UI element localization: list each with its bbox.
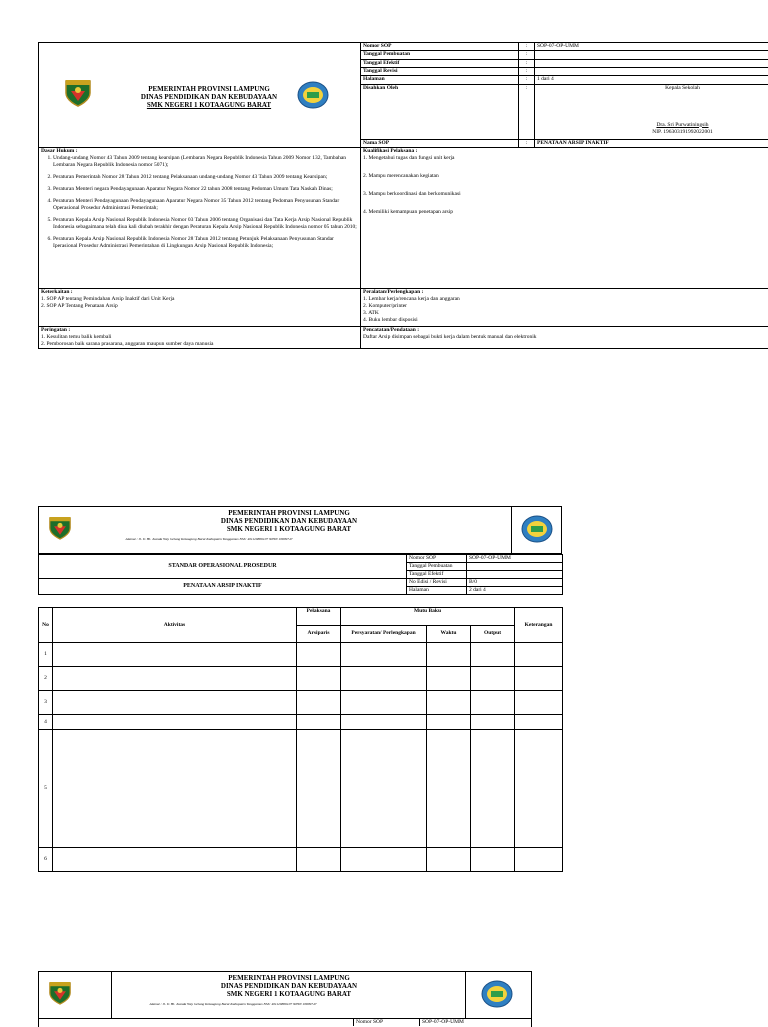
col-arsiparis: Arsiparis	[297, 625, 341, 643]
nama-sop-value: PENATAAN ARSIP INAKTIF	[535, 139, 768, 147]
activity-table	[38, 607, 562, 872]
list-item: 5. Peraturan Kepala Arsip Nasional Republik Indonesia Nomor 03 Tahun 2006 tentang Organisasi dan Tata Kerja Arsip Nasional Republik Indonesia sebagaimana telah diua kali diubah terakhir dengan Peraturan Kepala Arsip Nasional Republik Indonesia nomor 05 tahun 2010;	[53, 217, 358, 231]
kualifikasi-list	[361, 155, 768, 289]
table-row: 6	[39, 848, 563, 872]
peringatan-title: Peringatan :	[39, 327, 361, 335]
header-line-3: SMK NEGERI 1 KOTAAGUNG BARAT	[159, 525, 419, 533]
keterkaitan-list	[39, 296, 361, 327]
lampung-crest-logo	[65, 79, 91, 112]
pencatatan-text: Daftar Arsip disimpan sebagai bukti kerja dalam bentuk manual dan elektronik	[361, 334, 768, 349]
list-item: 2. Mampu merencanakan kegiatan	[363, 173, 768, 180]
list-item: 4. Peraturan Menteri Pendayagunaan Pendayagunaan Aparatur Negara Nomor 35 Tahun 2012 tentang Pedoman Penyusunan Standar Operasional Prosedur Administrasi Pemerintah;	[53, 198, 358, 212]
list-item: 3. Mampu berkoordinasi dan berkomunikasi	[363, 191, 768, 198]
sop-page-1: PEMERINTAH PROVINSI LAMPUNG DINAS PENDIDIKAN DAN KEBUDAYAAN SMK NEGERI 1 KOTAAGUNG BARAT Nomor SOP : SOP-07-OP-UMM Tanggal Pembuatan : Tanggal Efektif : Tanggal Revisi : Halaman : 1 dari 4 Disahkan Oleh : Kepala Sekolah Dra. Sri Purwatiningsih NIP. 196303191992022001 Nama SOP : PENATAAN ARSIP INAKTIF Dasar Hukum : Kualifikasi Pelaksana : 1. Undang-undang Nomor 43 Tahun 2009 tentang kearsipan (Lembaran Negara Republik Indonesia Tahun 2009 Nomor 132, Tambahan Lembaran Negara Republik Indonesia nomor 5071); 2. Peraturan Pemerintah Nomor 28 Tahun 2012 tentang Pelaksanaan undang-undang Nomor 43 Tahun 2009 tentang Kearsipan; 3. Peraturan Menteri negara Pendayagunaan Aparatur Negara Nomor 22 tahun 2008 tentang Pedoman Umum Tata Naskah Dinas; 4. Peraturan Menteri Pendayagunaan Pendayagunaan Aparatur Negara Nomor 35 Tahun 2012 tentang Pedoman Penyusunan Standar Operasional Prosedur Administrasi Pemerintah; 5. Peraturan Kepala Arsip Nasional Republik Indonesia Nomor 03 Tahun 2006 tentang Organisasi dan Tata Kerja Arsip Nasional Republik Indonesia sebagaimana telah diua kali diubah terakhir dengan Peraturan Kepala Arsip Nasional Republik Indonesia nomor 05 tahun 2010; 6. Peraturan Kepala Arsip Nasional Republik Indonesia Nomor 28 Tahun 2012 tentang Petunjuk Pelaksanaan Penyusunan Standar Iperasional Prosedur Administrasi Pemerintahan di Lingkungan Arsip Nasional Republik Indonesia; 1. Mengetahui tugas dan fungsi unit kerja 2. Mampu merencanakan kegiatan 3. Mampu berkoordinasi dan berkomunikasi 4. Memiliki kemampuan penetapan arsip Keterkaitan : Peralatan/Perlengkapan : 1. SOP AP tentang Pemindahan Arsip Inaktif dari Unit Kerja 2. SOP AP Tentang Penataan Arsip 1. Lembar kerja/rencana kerja dan anggaran 2. Komputer/printer 3. ATK 4. Buku lembar disposisi Peringatan : Pencatatan/Pendataan : 1. Kesulitan temu balik kembali 2. Pemborosan baik sarana prasarana, anggaran maupun sumber daya manusia Daftar Arsip disimpan sebagai bukti kerja dalam bentuk manual dan elektronik	[38, 42, 768, 349]
col-no: No	[39, 608, 53, 643]
dasar-hukum-list	[39, 155, 361, 289]
disahkan-block	[535, 84, 768, 139]
kualifikasi-title: Kualifikasi Pelaksana :	[361, 148, 768, 156]
list-item: 3. ATK	[363, 310, 768, 317]
list-item: 1. SOP AP tentang Pemindahan Arsip Inaktif dari Unit Kerja	[41, 296, 358, 303]
list-item: 4. Memiliki kemampuan penetapan arsip	[363, 209, 768, 216]
smk-school-logo	[481, 980, 513, 1013]
col-output: Output	[471, 625, 515, 643]
list-item: 1. Kesulitan temu balik kembali	[41, 334, 358, 341]
sop-page-2: PEMERINTAH PROVINSI LAMPUNG DINAS PENDIDIKAN DAN KEBUDAYAAN SMK NEGERI 1 KOTAAGUNG BARAT Alamat : Jl. Ir. Hi. Juanda Way Gelang Kotaagung Barat Kabupaten Tanggamus NSS: 401120806107 NPSN 10809747 STANDAR OPERASIONAL PROSEDUR Nomor SOP SOP-07-OP-UMM Tanggal Pembuatan Tanggal Efektif PENATAAN ARSIP INAKTIF No Edisi / Revisi B/0 Halaman 2 dari 4	[38, 506, 562, 595]
header-line-2: DINAS PENDIDIKAN DAN KEBUDAYAAN	[159, 982, 419, 990]
table-row: 4	[39, 715, 563, 730]
list-item: 6. Peraturan Kepala Arsip Nasional Republik Indonesia Nomor 28 Tahun 2012 tentang Petunjuk Pelaksanaan Penyusunan Standar Iperasional Prosedur Administrasi Pemerintahan di Lingkungan Arsip Nasional Republik Indonesia;	[53, 236, 358, 250]
col-persyaratan: Persyaratan/ Perlengkapan	[341, 625, 427, 643]
meta-value: SOP-07-OP-UMM	[535, 43, 768, 51]
address-text: Alamat : Jl. Ir. Hi. Juanda Way Gelang Kotaagung Barat Kabupaten Tanggamus NSS: 401120806107 NPSN 10809747	[113, 1002, 353, 1007]
list-item: 1. Mengetahui tugas dan fungsi unit kerja	[363, 155, 768, 162]
table-row: 1	[39, 643, 563, 667]
col-pelaksana: Pelaksana	[297, 608, 341, 626]
address-text: Alamat : Jl. Ir. Hi. Juanda Way Gelang Kotaagung Barat Kabupaten Tanggamus NSS: 401120806107 NPSN 10809747	[89, 537, 329, 542]
smk-school-logo	[521, 515, 553, 548]
list-item: 2. Komputer/printer	[363, 303, 768, 310]
header-line-3: SMK NEGERI 1 KOTAAGUNG BARAT	[109, 101, 309, 109]
header-line-2: DINAS PENDIDIKAN DAN KEBUDAYAAN	[109, 93, 309, 101]
nama-sop-label: Nama SOP	[361, 139, 519, 147]
header-line-3: SMK NEGERI 1 KOTAAGUNG BARAT	[159, 990, 419, 998]
col-aktivitas: Aktivitas	[53, 608, 297, 643]
disahkan-nip: NIP. 196303191992022001	[537, 129, 768, 136]
peralatan-title: Peralatan/Perlengkapan :	[361, 289, 768, 297]
lampung-crest-logo	[49, 980, 71, 1011]
pencatatan-title: Pencatatan/Pendataan :	[361, 327, 768, 335]
header-line-2: DINAS PENDIDIKAN DAN KEBUDAYAAN	[159, 517, 419, 525]
peralatan-list	[361, 296, 768, 327]
col-waktu: Waktu	[427, 625, 471, 643]
disahkan-role: Kepala Sekolah	[537, 85, 768, 92]
peringatan-list	[39, 334, 361, 349]
header-line-1: PEMERINTAH PROVINSI LAMPUNG	[159, 509, 419, 517]
list-item: 2. SOP AP Tentang Penataan Arsip	[41, 303, 358, 310]
keterkaitan-title: Keterkaitan :	[39, 289, 361, 297]
list-item: 2. Pemborosan baik sarana prasarana, anggaran maupun sumber daya manusia	[41, 341, 358, 348]
list-item: 4. Buku lembar disposisi	[363, 317, 768, 324]
page3-meta-label: Nomor SOP	[353, 1019, 383, 1026]
list-item: 3. Peraturan Menteri negara Pendayagunaan Aparatur Negara Nomor 22 tahun 2008 tentang Pedoman Umum Tata Naskah Dinas;	[53, 186, 358, 193]
disahkan-name: Dra. Sri Purwatiningsih	[537, 122, 768, 129]
table-row: 5	[39, 730, 563, 848]
smk-school-logo	[297, 81, 329, 114]
disahkan-label: Disahkan Oleh	[361, 84, 519, 139]
header-line-1: PEMERINTAH PROVINSI LAMPUNG	[159, 974, 419, 982]
header-line-1: PEMERINTAH PROVINSI LAMPUNG	[109, 85, 309, 93]
page1-header-block	[39, 43, 361, 148]
list-item: 2. Peraturan Pemerintah Nomor 28 Tahun 2012 tentang Pelaksanaan undang-undang Nomor 43 Tahun 2009 tentang Kearsipan;	[53, 174, 358, 181]
lampung-crest-logo	[49, 515, 71, 546]
col-mutu-baku: Mutu Baku	[341, 608, 515, 626]
col-keterangan: Keterangan	[515, 608, 563, 643]
page1-header-text	[109, 85, 309, 109]
list-item: 1. Lembar kerja/rencana kerja dan anggaran	[363, 296, 768, 303]
table-row: 2	[39, 667, 563, 691]
dasar-hukum-title: Dasar Hukum :	[39, 148, 361, 156]
meta-label: Nomor SOP	[361, 43, 519, 51]
sop-title: STANDAR OPERASIONAL PROSEDUR	[39, 555, 407, 579]
page3-meta-value: SOP-07-OP-UMM	[419, 1019, 464, 1026]
page2-letterhead	[38, 506, 562, 554]
page3-letterhead	[38, 971, 532, 1019]
sop-name: PENATAAN ARSIP INAKTIF	[39, 579, 407, 595]
list-item: 1. Undang-undang Nomor 43 Tahun 2009 tentang kearsipan (Lembaran Negara Republik Indonesia Tahun 2009 Nomor 132, Tambahan Lembaran Negara Republik Indonesia nomor 5071);	[53, 155, 358, 169]
table-row: 3	[39, 691, 563, 715]
sop-page-3	[38, 971, 532, 1027]
